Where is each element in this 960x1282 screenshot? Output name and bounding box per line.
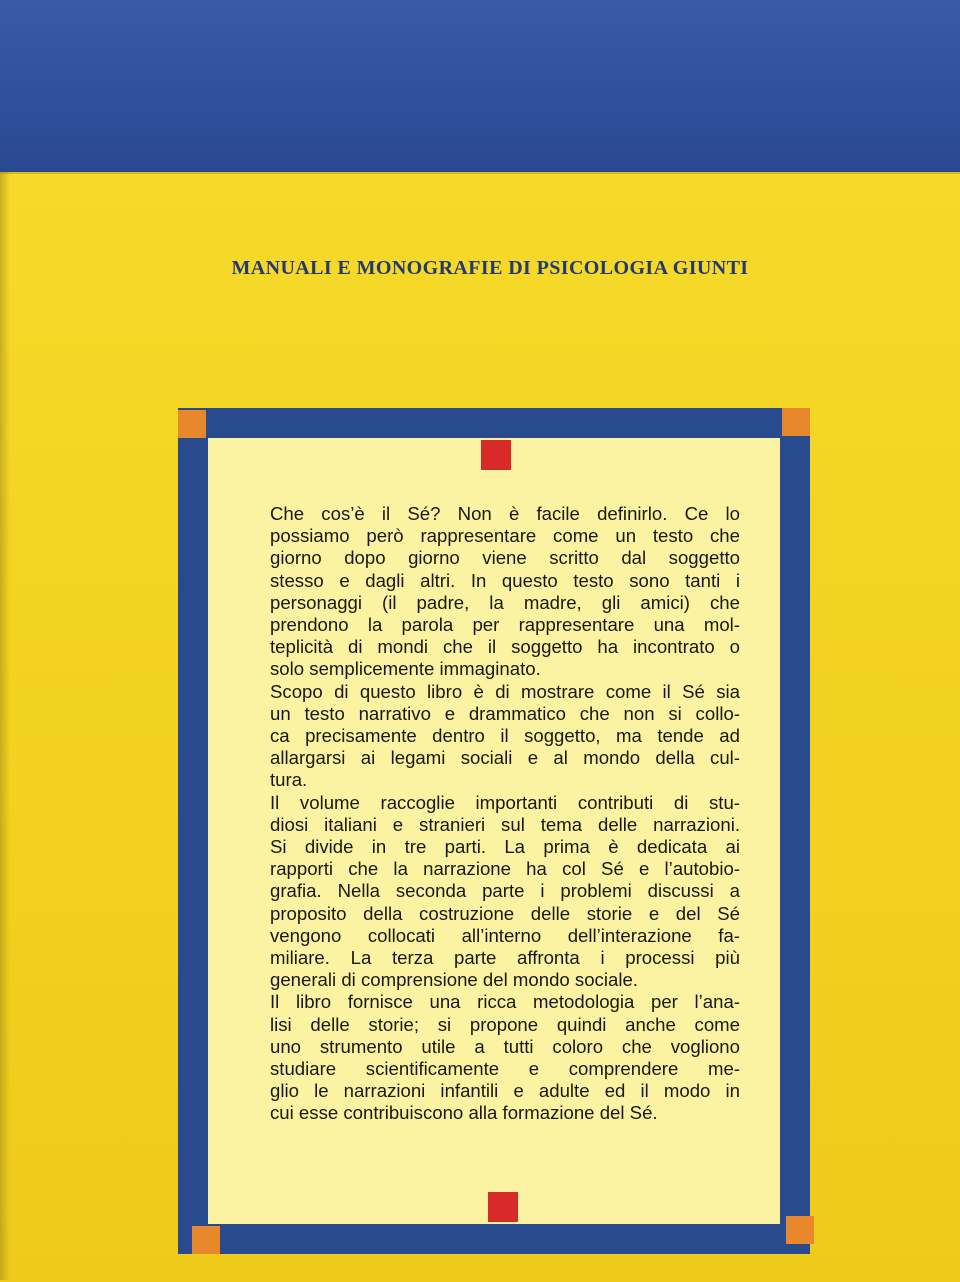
red-square-bottom: [488, 1192, 518, 1222]
blurb-line: personaggi (il padre, la madre, gli amici) che: [270, 591, 740, 613]
blurb-line: diosi italiani e stranieri sul tema delle narrazioni.: [270, 813, 740, 835]
blurb-line: Che cos’è il Sé? Non è facile definirlo. Ce lo: [270, 503, 740, 524]
cover-edge-shadow: [0, 172, 10, 1280]
corner-square-bottom-left: [192, 1226, 220, 1254]
blurb-line: ca precisamente dentro il soggetto, ma tende ad: [270, 725, 740, 747]
blurb-line: generali di comprensione del mondo sociale.: [270, 969, 638, 991]
blurb-line: teplicità di mondi che il soggetto ha incontrato o: [270, 636, 740, 658]
blurb-line: grafia. Nella seconda parte i problemi discussi a: [270, 880, 740, 902]
series-title: MANUALI E MONOGRAFIE DI PSICOLOGIA GIUNTI: [231, 257, 749, 279]
blurb-line: miliare. La terza parte affronta i processi più: [270, 947, 740, 969]
blurb-line: Il volume raccoglie importanti contributi di stu-: [270, 791, 740, 813]
blurb-line: tura.: [270, 769, 308, 791]
blurb-line: vengono collocati all’interno dell’interazione fa-: [270, 924, 740, 946]
corner-square-top-left: [178, 410, 206, 438]
blurb-line: un testo narrativo e drammatico che non si collo-: [270, 702, 740, 724]
blurb-line: rapporti che la narrazione ha col Sé e l’autobio-: [270, 858, 740, 880]
blurb-line: giorno dopo giorno viene scritto dal soggetto: [270, 547, 740, 569]
blurb-line: possiamo però rappresentare come un testo che: [270, 525, 740, 547]
blurb-line: cui esse contribuiscono alla formazione del Sé.: [270, 1102, 658, 1124]
red-square-top: [481, 440, 511, 470]
blurb-line: uno strumento utile a tutti coloro che vogliono: [270, 1035, 740, 1057]
blurb-line: proposito della costruzione delle storie e del Sé: [270, 902, 740, 924]
corner-square-top-right: [782, 408, 810, 436]
corner-square-bottom-right: [786, 1216, 814, 1244]
blurb-line: prendono la parola per rappresentare una mol-: [270, 614, 740, 636]
blurb-line: lisi delle storie; si propone quindi anche come: [270, 1013, 740, 1035]
blurb-line: solo semplicemente immaginato.: [270, 658, 541, 680]
blurb-line: stesso e dagli altri. In questo testo sono tanti i: [270, 569, 740, 591]
blurb-line: studiare scientificamente e comprendere me-: [270, 1058, 740, 1080]
blue-backdrop: [0, 0, 960, 175]
blurb-line: glio le narrazioni infantili e adulte ed il modo in: [270, 1080, 740, 1102]
blurb-line: allargarsi ai legami sociali e al mondo della cul-: [270, 747, 740, 769]
blurb-line: Il libro fornisce una ricca metodologia per l’ana-: [270, 991, 740, 1013]
blurb-line: Si divide in tre parti. La prima è dedicata ai: [270, 836, 740, 858]
blurb-line: Scopo di questo libro è di mostrare come il Sé sia: [270, 680, 740, 702]
blurb-text: [270, 503, 740, 1125]
